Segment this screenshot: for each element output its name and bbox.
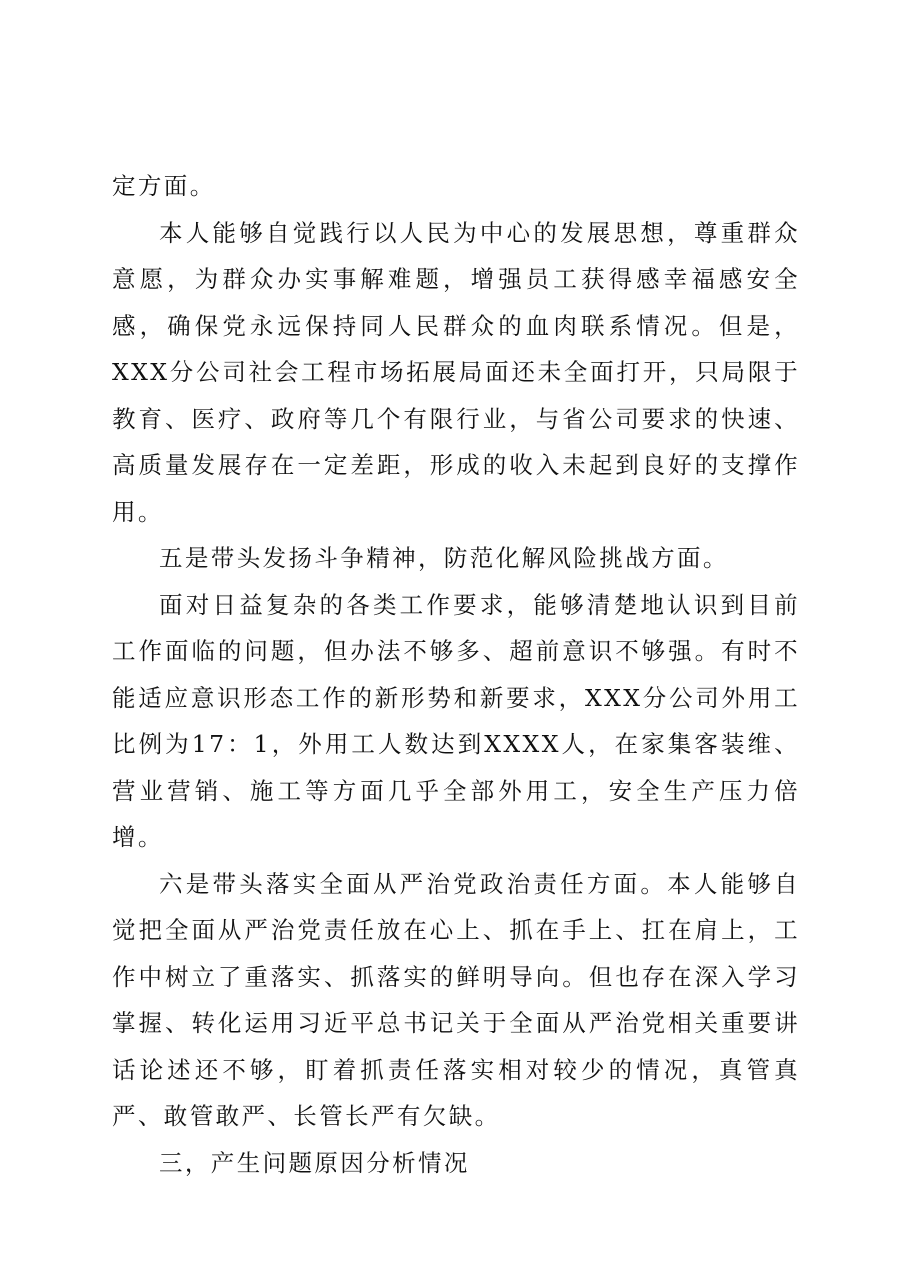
paragraph-people-centered: 本人能够自觉践行以人民为中心的发展思想，尊重群众意愿，为群众办实事解难题，增强员工获得感幸福感安全感，确保党永远保持同人民群众的血肉联系情况。但是，XXX分公司社会工程市场拓展局面还未全面打开，只局限于教育、医疗、政府等几个有限行业，与省公司要求的快速、高质量发展存在一定差距，形成的收入未起到良好的支撑作用。 (112, 218, 800, 526)
document-body (112, 163, 800, 1186)
paragraph-heading-five: 五是带头发扬斗争精神，防范化解风险挑战方面。 (159, 544, 729, 572)
paragraph-work-requirements: 面对日益复杂的各类工作要求，能够清楚地认识到目前工作面临的问题，但办法不够多、超前意识不够强。有时不能适应意识形态工作的新形势和新要求，XXX分公司外用工比例为17：1，外用工人数达到XXXX人，在家集客装维、营业营销、施工等方面几乎全部外用工，安全生产压力倍增。 (112, 590, 800, 851)
paragraph-heading-six: 六是带头落实全面从严治党政治责任方面。本人能够自觉把全面从严治党责任放在心上、抓在手上、扛在肩上，工作中树立了重落实、抓落实的鲜明导向。但也存在深入学习掌握、转化运用习近平总书记关于全面从严治党相关重要讲话论述还不够，盯着抓责任落实相对较少的情况，真管真严、敢管敢严、长管长严有欠缺。 (112, 869, 800, 1130)
section-heading-three: 三，产生问题原因分析情况 (159, 1148, 470, 1177)
paragraph-continuation: 定方面。 (112, 172, 216, 200)
